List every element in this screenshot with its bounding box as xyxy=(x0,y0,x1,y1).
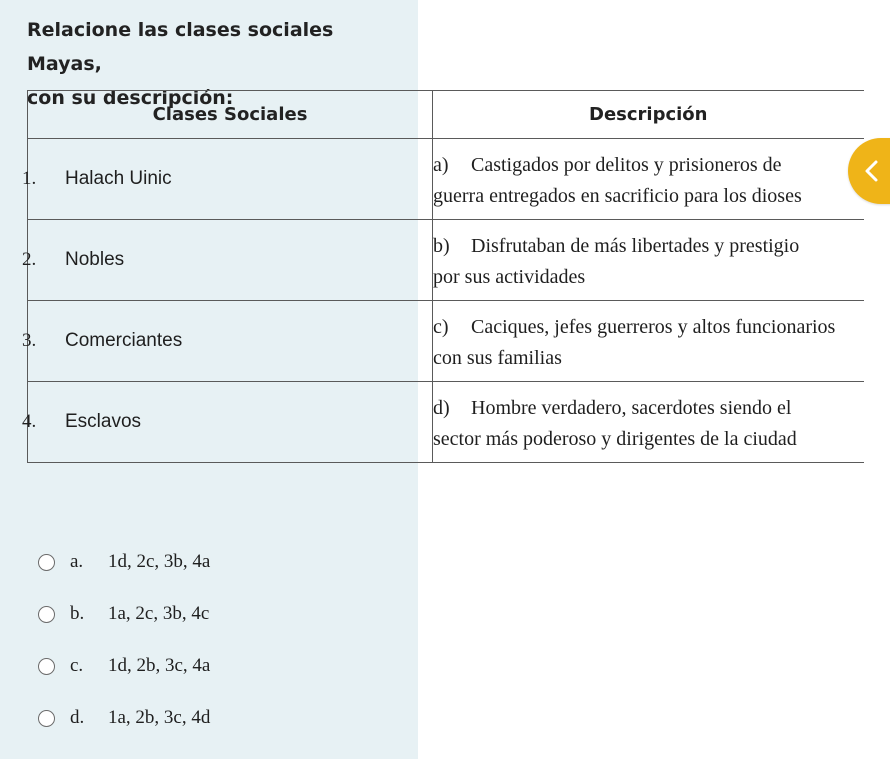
description-letter: a) xyxy=(433,154,449,176)
description-line-1: Disfrutaban de más libertades y prestigio xyxy=(471,235,800,257)
class-name: Halach Uinic xyxy=(65,168,172,189)
description-line-2: por sus actividades xyxy=(433,266,586,288)
table-row xyxy=(28,382,864,463)
description-letter: d) xyxy=(433,397,450,419)
class-cell xyxy=(22,301,433,382)
table-row xyxy=(28,220,864,301)
answer-letter: d. xyxy=(70,707,85,728)
table-row xyxy=(28,301,864,382)
answer-text: 1a, 2c, 3b, 4c xyxy=(108,603,210,624)
class-number: 1. xyxy=(22,168,37,189)
class-name: Comerciantes xyxy=(65,330,183,351)
description-letter: b) xyxy=(433,235,450,257)
description-line-2: sector más poderoso y dirigentes de la ciudad xyxy=(433,428,797,450)
class-name: Esclavos xyxy=(65,411,142,432)
answer-letter: b. xyxy=(70,603,85,624)
table-header-row xyxy=(28,91,864,139)
description-text xyxy=(433,227,864,293)
description-line-2: guerra entregados en sacrificio para los dioses xyxy=(433,185,802,207)
answer-text: 1d, 2b, 3c, 4a xyxy=(108,655,211,676)
description-line-2: con sus familias xyxy=(433,347,562,369)
description-line-1: Caciques, jefes guerreros y altos funcionarios xyxy=(471,316,836,338)
description-line-1: Castigados por delitos y prisioneros de xyxy=(471,154,782,176)
matching-table xyxy=(22,90,864,463)
chevron-left-icon xyxy=(862,159,882,183)
class-number: 3. xyxy=(22,330,37,351)
description-text xyxy=(433,308,864,374)
description-text xyxy=(433,389,864,455)
answer-letter: c. xyxy=(70,655,84,676)
description-cell xyxy=(433,139,864,220)
answer-option-a[interactable] xyxy=(38,536,210,588)
radio-button[interactable] xyxy=(38,658,55,675)
header-clases-sociales: Clases Sociales xyxy=(28,91,433,139)
class-cell xyxy=(22,220,433,301)
table-row xyxy=(28,139,864,220)
description-cell xyxy=(433,301,864,382)
answer-letter: a. xyxy=(70,551,84,572)
class-number: 4. xyxy=(22,411,37,432)
answer-option-d[interactable] xyxy=(38,692,210,744)
question-title-line-1: Relacione las clases sociales Mayas, xyxy=(27,19,334,75)
class-name: Nobles xyxy=(65,249,125,270)
description-line-1: Hombre verdadero, sacerdotes siendo el xyxy=(471,397,792,419)
class-number: 2. xyxy=(22,249,37,270)
description-cell xyxy=(433,382,864,463)
answer-option-b[interactable] xyxy=(38,588,210,640)
answer-text: 1a, 2b, 3c, 4d xyxy=(108,707,211,728)
class-cell xyxy=(22,382,433,463)
header-descripcion: Descripción xyxy=(433,91,864,139)
answer-options xyxy=(38,536,210,744)
radio-button[interactable] xyxy=(38,554,55,571)
radio-button[interactable] xyxy=(38,606,55,623)
radio-button[interactable] xyxy=(38,710,55,727)
description-letter: c) xyxy=(433,316,449,338)
description-cell xyxy=(433,220,864,301)
question-title-line-2: con su descripción: xyxy=(27,87,234,109)
description-text xyxy=(433,146,864,212)
class-cell xyxy=(22,139,433,220)
answer-text: 1d, 2c, 3b, 4a xyxy=(108,551,211,572)
answer-option-c[interactable] xyxy=(38,640,210,692)
